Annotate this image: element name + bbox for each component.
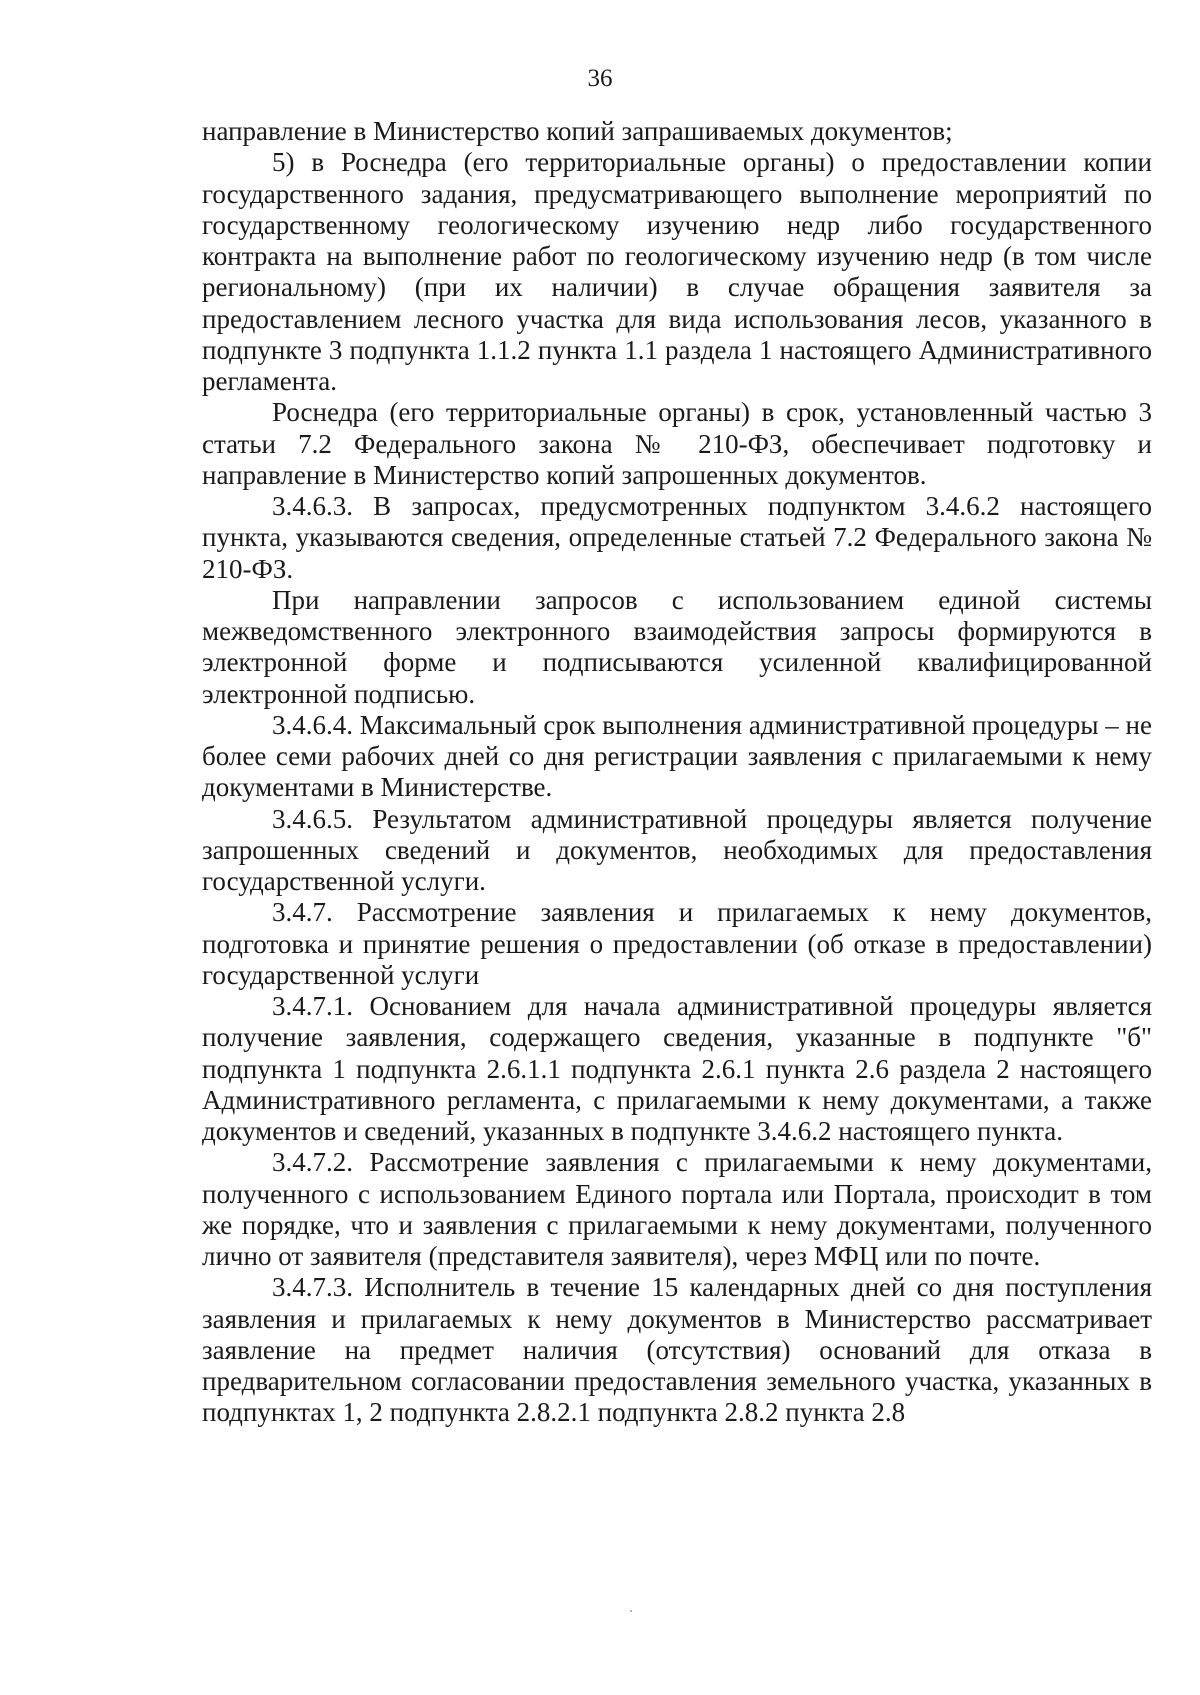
paragraph-3-4-7-1: 3.4.7.1. Основанием для начала административной процедуры является получение заявления, содержащего сведения, указанные в подпункте "б" подпункта 1 подпункта 2.6.1.1 подпункта 2.6.1 пункта 2.6 раздела 2 настоящего Административного регламента, с прилагаемыми к нему документами, а также документов и сведений, указанных в подпункте 3.4.6.2 настоящего пункта.	[202, 991, 1152, 1146]
paragraph-3-4-7-heading: 3.4.7. Рассмотрение заявления и прилагаемых к нему документов, подготовка и принятие решения о предоставлении (об отказе в предоставлении) государственной услуги	[202, 897, 1152, 990]
document-body	[202, 116, 1152, 1429]
paragraph-3-4-7-2: 3.4.7.2. Рассмотрение заявления с прилагаемыми к нему документами, полученного с использованием Единого портала или Портала, происходит в том же порядке, что и заявления с прилагаемыми к нему документами, полученного лично от заявителя (представителя заявителя), через МФЦ или по почте.	[202, 1147, 1152, 1271]
paragraph-3-4-6-5: 3.4.6.5. Результатом административной процедуры является получение запрошенных сведений и документов, необходимых для предоставления государственной услуги.	[202, 803, 1152, 896]
page-number: 36	[587, 65, 613, 92]
scan-speck	[630, 1610, 632, 1612]
paragraph-3-4-7-3: 3.4.7.3. Исполнитель в течение 15 календарных дней со дня поступления заявления и прилагаемых к нему документов в Министерство рассматривает заявление на предмет наличия (отсутствия) оснований для отказа в предварительном согласовании предоставления земельного участка, указанных в подпунктах 1, 2 подпункта 2.8.2.1 подпункта 2.8.2 пункта 2.8	[202, 1272, 1152, 1428]
paragraph-continuation: направление в Министерство копий запрашиваемых документов;	[202, 116, 953, 146]
paragraph-3-4-6-4: 3.4.6.4. Максимальный срок выполнения административной процедуры – не более семи рабочих дней со дня регистрации заявления с прилагаемыми к нему документами в Министерстве.	[202, 709, 1152, 803]
paragraph-smev-requests: При направлении запросов с использованием единой системы межведомственного электронного взаимодействия запросы формируются в электронной форме и подписываются усиленной квалифицированной электронной подписью.	[202, 584, 1152, 709]
paragraph-rosnedra-obligation: Роснедра (его территориальные органы) в срок, установленный частью 3 статьи 7.2 Федерального закона № 210-ФЗ, обеспечивает подготовку и направление в Министерство копий запрошенных документов.	[202, 397, 1152, 490]
paragraph-item-5-rosnedra: 5) в Роснедра (его территориальные органы) о предоставлении копии государственного задания, предусматривающего выполнение мероприятий по государственному геологическому изучению недр либо государственного контракта на выполнение работ по геологическому изучению недр (в том числе региональному) (при их наличии) в случае обращения заявителя за предоставлением лесного участка для вида использования лесов, указанного в подпункте 3 подпункта 1.1.2 пункта 1.1 раздела 1 настоящего Административного регламента.	[202, 147, 1152, 396]
paragraph-3-4-6-3: 3.4.6.3. В запросах, предусмотренных подпунктом 3.4.6.2 настоящего пункта, указываются сведения, определенные статьей 7.2 Федерального закона № 210-ФЗ.	[202, 491, 1152, 584]
